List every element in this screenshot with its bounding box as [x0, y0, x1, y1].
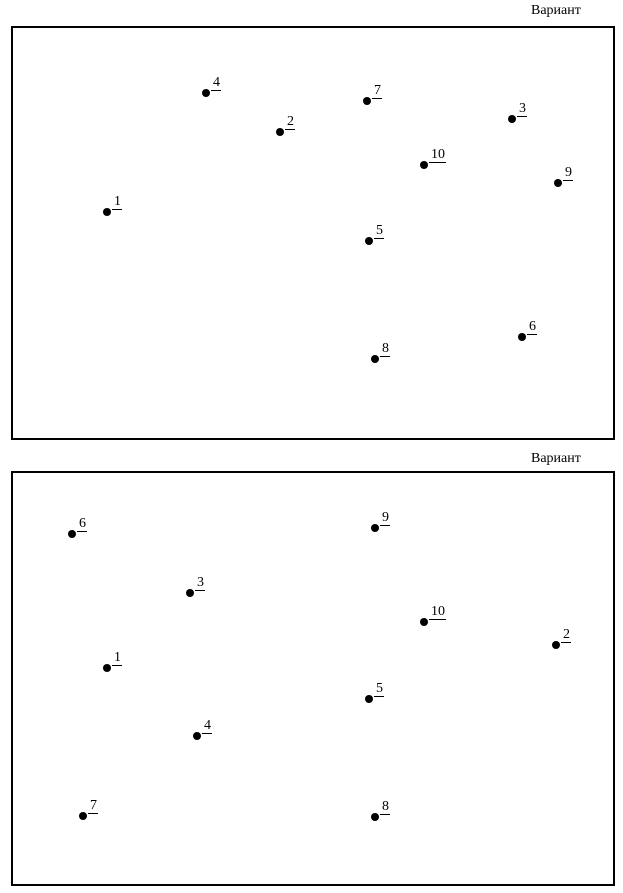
point-label: 9 — [382, 510, 389, 525]
point-marker — [508, 115, 516, 123]
point-marker — [365, 237, 373, 245]
point-label: 4 — [213, 75, 220, 90]
point-marker — [103, 208, 111, 216]
point-marker — [554, 179, 562, 187]
point-label: 6 — [79, 516, 86, 531]
point-label: 6 — [529, 319, 536, 334]
point-label: 8 — [382, 341, 389, 356]
point-marker — [202, 89, 210, 97]
variant-label-bottom: Вариант — [531, 451, 581, 466]
point-label: 3 — [519, 101, 526, 116]
point-marker — [420, 161, 428, 169]
point-marker — [552, 641, 560, 649]
point-label: 10 — [431, 604, 445, 619]
point-label: 1 — [114, 650, 121, 665]
point-label: 2 — [563, 627, 570, 642]
point-diagram-panel-bottom — [11, 471, 615, 886]
point-label: 7 — [374, 83, 381, 98]
point-label: 1 — [114, 194, 121, 209]
point-label: 3 — [197, 575, 204, 590]
point-marker — [193, 732, 201, 740]
point-marker — [363, 97, 371, 105]
point-label: 7 — [90, 798, 97, 813]
point-label: 9 — [565, 165, 572, 180]
point-label: 5 — [376, 681, 383, 696]
point-marker — [68, 530, 76, 538]
point-marker — [420, 618, 428, 626]
point-marker — [186, 589, 194, 597]
point-marker — [79, 812, 87, 820]
point-label: 2 — [287, 114, 294, 129]
point-marker — [276, 128, 284, 136]
point-marker — [371, 524, 379, 532]
point-marker — [365, 695, 373, 703]
point-marker — [518, 333, 526, 341]
variant-label-top: Вариант — [531, 3, 581, 18]
point-label: 5 — [376, 223, 383, 238]
point-marker — [371, 355, 379, 363]
point-label: 10 — [431, 147, 445, 162]
point-diagram-panel-top — [11, 26, 615, 440]
point-label: 8 — [382, 799, 389, 814]
point-marker — [371, 813, 379, 821]
point-marker — [103, 664, 111, 672]
point-label: 4 — [204, 718, 211, 733]
